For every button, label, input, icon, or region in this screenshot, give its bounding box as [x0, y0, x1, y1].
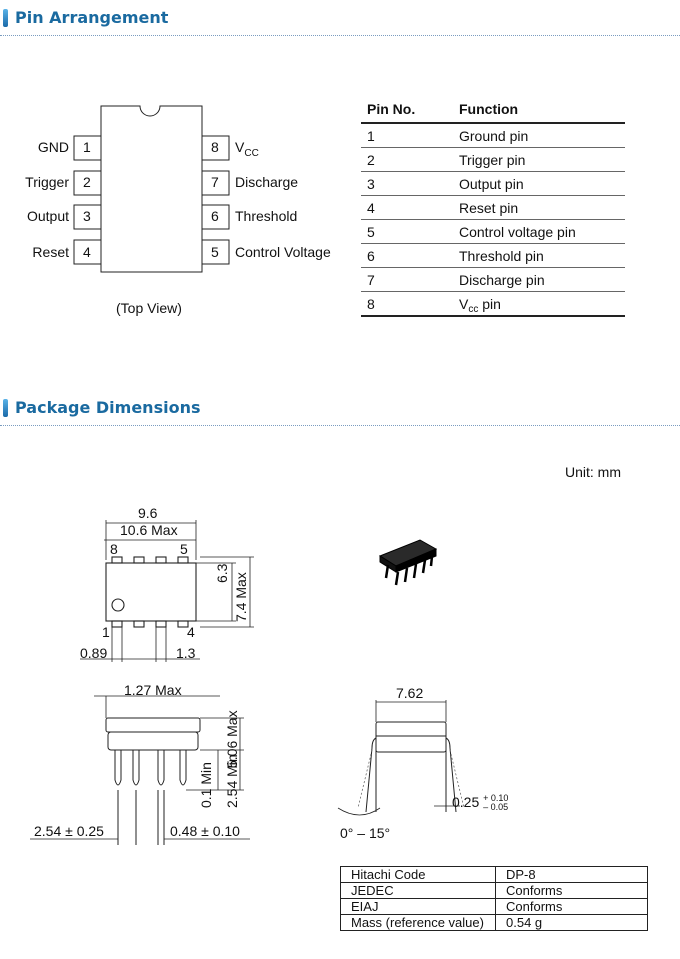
pin-label-discharge: Discharge — [235, 174, 299, 190]
pin1-marker — [112, 599, 124, 611]
view-caption: (Top View) — [116, 300, 182, 316]
table-header-pin: Pin No. — [361, 96, 459, 123]
pin-number-3: 3 — [83, 208, 91, 224]
table-row: 8 $V_{cc}$ pin — [361, 292, 625, 317]
dim-top-width: 9.6 — [138, 505, 158, 521]
table-header-row — [361, 96, 625, 123]
table-row: JEDEC Conforms — [341, 883, 648, 899]
pin-label-output: Output — [26, 208, 69, 224]
unit-label: Unit: mm — [565, 464, 621, 480]
table-row: 1 Ground pin — [361, 123, 625, 148]
section-title: Package Dimensions — [15, 398, 201, 417]
table-row: 2 Trigger pin — [361, 148, 625, 172]
dim-pitch-small: 1.3 — [176, 645, 196, 661]
package-top-body — [106, 563, 196, 621]
table-header-function: Function — [459, 96, 625, 123]
table-row: 6 Threshold pin — [361, 244, 625, 268]
table-row: EIAJ Conforms — [341, 899, 648, 915]
dim-height: 6.3 — [214, 563, 230, 583]
section-title: Pin Arrangement — [15, 8, 169, 27]
package-code-table — [340, 866, 648, 931]
pin-number-6: 6 — [211, 208, 219, 224]
dim-pitch: 2.54 ± 0.25 — [34, 823, 104, 839]
label-pin8: 8 — [110, 541, 118, 557]
table-row: 3 Output pin — [361, 172, 625, 196]
dim-angle: 0° – 15° — [340, 825, 391, 841]
pin-number-4: 4 — [83, 244, 91, 260]
pin-number-1: 1 — [83, 139, 91, 155]
package-end-body — [376, 722, 446, 752]
dim-top-width-max: 10.6 Max — [120, 522, 178, 538]
pin-number-2: 2 — [83, 174, 91, 190]
pin-label-trigger: Trigger — [25, 174, 69, 190]
pin-label-reset: Reset — [32, 244, 69, 260]
label-pin1: 1 — [102, 624, 110, 640]
table-row: 4 Reset pin — [361, 196, 625, 220]
dim-edge: 0.89 — [80, 645, 108, 661]
package-side-body — [106, 718, 200, 732]
dim-thickness: 0.25 + 0.10 – 0.05 — [452, 793, 509, 813]
table-row: Hitachi Code DP-8 — [341, 867, 648, 883]
pin-label-gnd: GND — [37, 139, 69, 155]
dim-side-max: 1.27 Max — [124, 682, 182, 698]
label-pin4: 4 — [187, 624, 195, 640]
pin-number-8: 8 — [211, 139, 219, 155]
pin-label-control-voltage: Control Voltage — [235, 244, 331, 260]
dim-row-spacing: 7.62 — [396, 685, 424, 701]
pin-number-7: 7 — [211, 174, 219, 190]
pin-label-vcc: $V_{CC}$ — [235, 139, 259, 159]
ic-body-outline — [101, 106, 202, 272]
pin-label-threshold: Threshold — [235, 208, 298, 224]
table-row: 7 Discharge pin — [361, 268, 625, 292]
dim-height-max: 7.4 Max — [233, 572, 249, 622]
table-row: 5 Control voltage pin — [361, 220, 625, 244]
pin-function-table — [361, 96, 625, 317]
dim-standoff-min: 0.1 Min — [198, 762, 214, 808]
dim-lead-width: 0.48 ± 0.10 — [170, 823, 240, 839]
dim-body-height: 5.06 Max — [224, 710, 240, 768]
dim-lead-min: 2.54 Min — [224, 754, 240, 808]
pin-number-5: 5 — [211, 244, 219, 260]
package-photo — [380, 540, 436, 585]
label-pin5: 5 — [180, 541, 188, 557]
table-row: Mass (reference value) 0.54 g — [341, 915, 648, 931]
